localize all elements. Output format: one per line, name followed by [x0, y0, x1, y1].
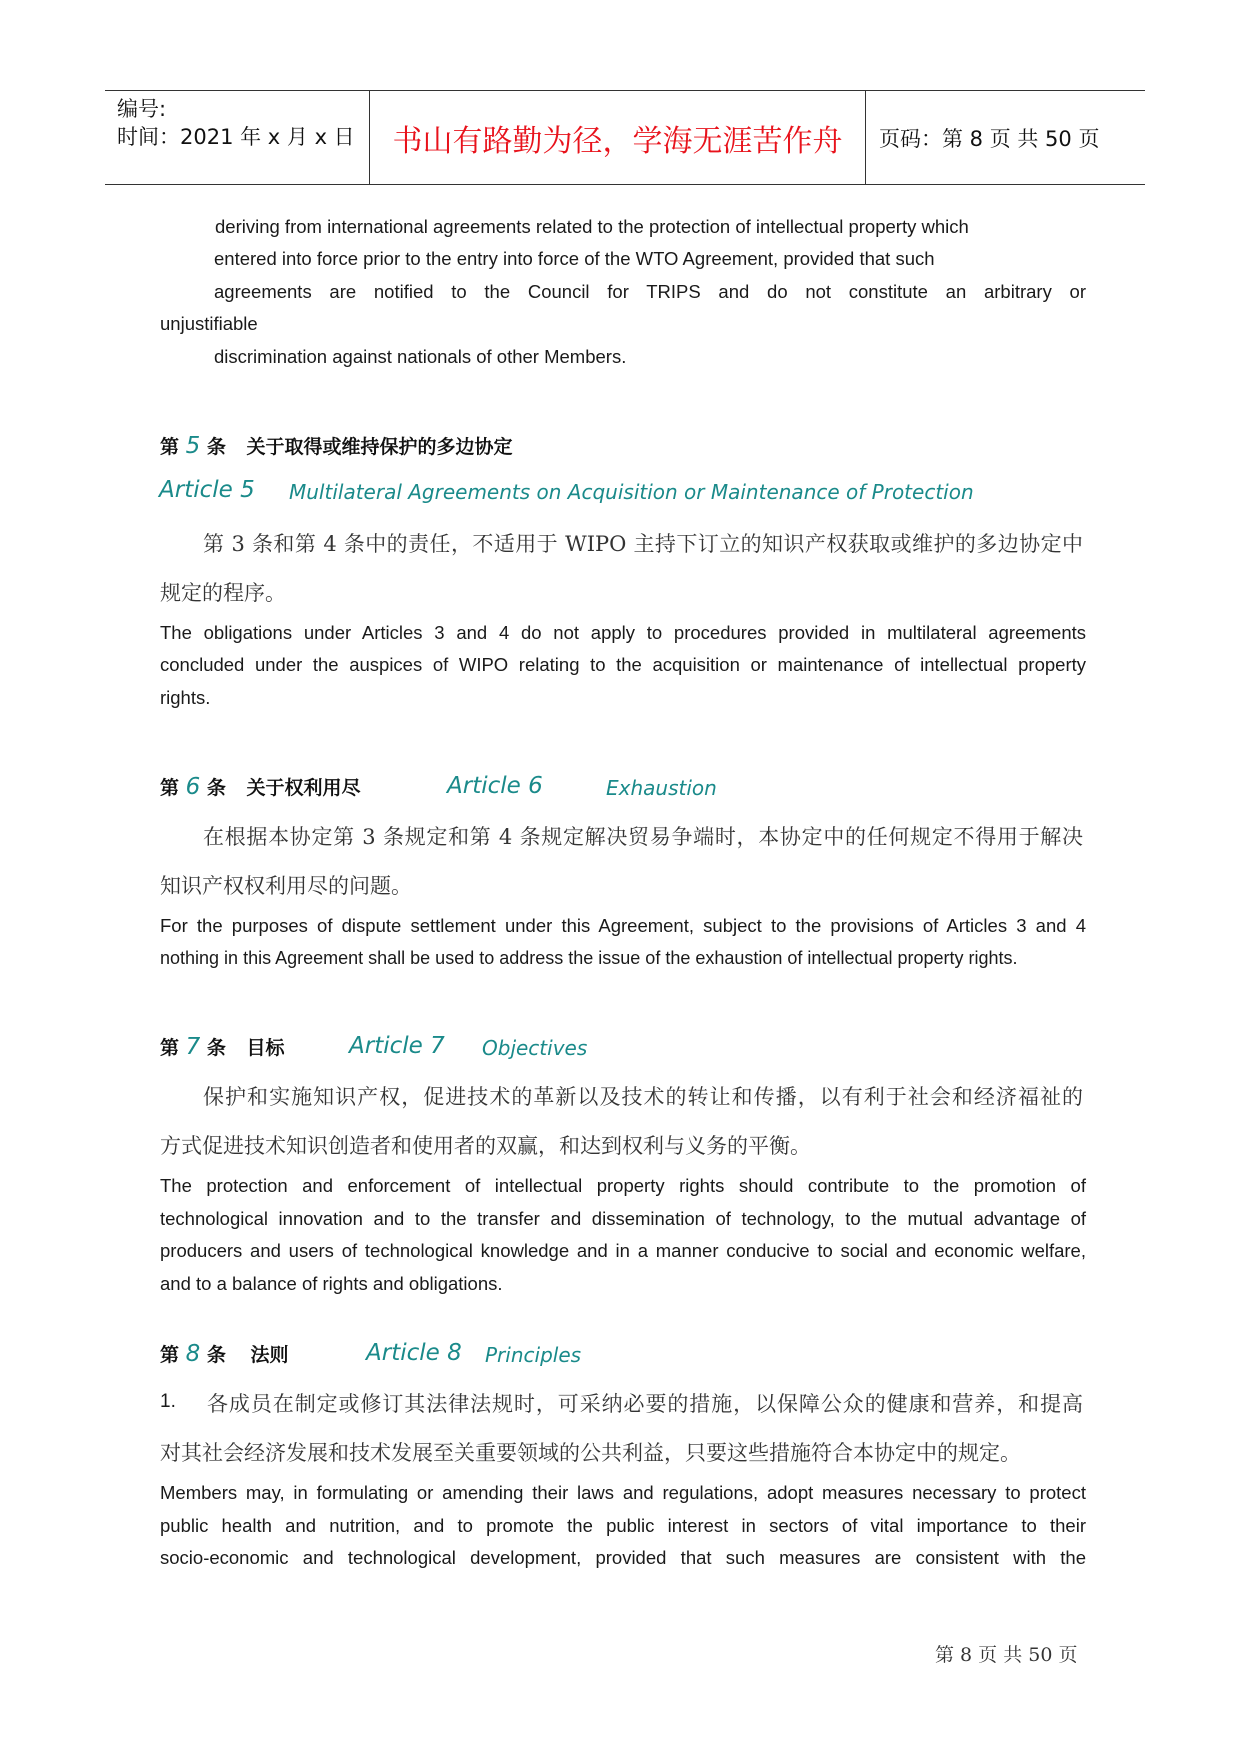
article-prefix: 第: [160, 436, 180, 458]
article-suffix: 条: [206, 436, 226, 458]
article-suffix: 条: [206, 1037, 226, 1059]
intro-line: agreements are notified to the Council for TRIPS and do not constitute an arbitrary or: [214, 281, 1086, 302]
header-motto: 书山有路勤为径，学海无涯苦作舟: [392, 123, 843, 159]
document-date-label: 时间：2021 年 x 月 x 日: [117, 125, 355, 149]
article-5-cn-text: 规定的程序。: [160, 581, 286, 605]
header-page-cell: [867, 91, 1145, 184]
article-5-cn-text: 第 3 条和第 4 条中的责任，不适用于 WIPO 主持下订立的知识产权获取或维护的多边协定中: [203, 532, 1083, 556]
article-6-heading-cn: [160, 773, 361, 800]
article-number: 7: [185, 1034, 201, 1060]
intro-line: deriving from international agreements related to the protection of intellectual property which: [215, 216, 969, 237]
article-prefix: 第: [160, 1037, 180, 1059]
article-7-cn-text: 保护和实施知识产权，促进技术的革新以及技术的转让和传播，以有利于社会和经济福祉的: [203, 1085, 1083, 1109]
intro-line: entered into force prior to the entry into force of the WTO Agreement, provided that such: [214, 248, 935, 269]
header-page-number: 页码：第 8 页 共 50 页: [879, 126, 1100, 151]
article-8-heading-cn: [160, 1340, 289, 1367]
header-motto-cell: [370, 91, 866, 184]
article-5-label-en: Article 5: [159, 477, 255, 503]
article-7-heading-cn: [160, 1033, 285, 1060]
page-header: [105, 90, 1145, 185]
article-7-label-en: Article 7: [349, 1033, 445, 1059]
article-7-en-text: technological innovation and to the transfer and dissemination of technology, to the mutual advantage of: [160, 1208, 1086, 1229]
article-8-en-text: socio-economic and technological development, provided that such measures are consistent with the: [160, 1547, 1086, 1568]
article-8-title-en: Principles: [485, 1343, 582, 1367]
article-8-en-text: public health and nutrition, and to promote the public interest in sectors of vital importance to their: [160, 1515, 1086, 1536]
article-5-heading-cn: [160, 432, 513, 459]
article-5-en-text: The obligations under Articles 3 and 4 do not apply to procedures provided in multilateral agreements: [160, 622, 1086, 643]
article-prefix: 第: [160, 777, 180, 799]
article-7-en-text: producers and users of technological knowledge and in a manner conducive to social and economic welfare,: [160, 1240, 1086, 1261]
header-info-cell: [105, 91, 370, 184]
article-8-item-number: 1.: [160, 1391, 176, 1412]
article-6-en-text: For the purposes of dispute settlement under this Agreement, subject to the provisions of Articles 3 and 4: [160, 915, 1086, 936]
article-7-cn-text: 方式促进技术知识创造者和使用者的双赢，和达到权利与义务的平衡。: [160, 1134, 811, 1158]
article-suffix: 条: [206, 777, 226, 799]
article-8-label-en: Article 8: [366, 1340, 462, 1366]
article-title-cn: 关于权利用尽: [246, 777, 361, 799]
article-6-cn-text: 知识产权权利用尽的问题。: [160, 874, 412, 898]
article-6-cn-text: 在根据本协定第 3 条规定和第 4 条规定解决贸易争端时，本协定中的任何规定不得用于解决: [203, 825, 1083, 849]
article-suffix: 条: [206, 1344, 226, 1366]
article-prefix: 第: [160, 1344, 180, 1366]
article-number: 5: [185, 433, 201, 459]
article-title-cn: 目标: [246, 1037, 285, 1059]
article-8-en-text: Members may, in formulating or amending their laws and regulations, adopt measures necessary to protect: [160, 1482, 1086, 1503]
article-7-en-text: The protection and enforcement of intellectual property rights should contribute to the promotion of: [160, 1175, 1086, 1196]
article-6-label-en: Article 6: [447, 773, 543, 799]
intro-line: unjustifiable: [160, 313, 258, 334]
article-5-en-text: concluded under the auspices of WIPO relating to the acquisition or maintenance of intellectual property: [160, 654, 1086, 675]
article-6-title-en: Exhaustion: [606, 776, 717, 800]
article-7-en-text: and to a balance of rights and obligations.: [160, 1273, 503, 1294]
article-number: 8: [185, 1341, 201, 1367]
article-8-cn-text: 各成员在制定或修订其法律法规时，可采纳必要的措施，以保障公众的健康和营养，和提高: [207, 1392, 1083, 1416]
document-number-label: 编号:: [117, 97, 167, 121]
article-title-cn: 关于取得或维持保护的多边协定: [246, 436, 513, 458]
article-8-cn-text: 对其社会经济发展和技术发展至关重要领域的公共利益，只要这些措施符合本协定中的规定。: [160, 1441, 1021, 1465]
article-title-cn: 法则: [250, 1344, 289, 1366]
footer-page-number: 第 8 页 共 50 页: [935, 1644, 1078, 1666]
article-5-title-en: Multilateral Agreements on Acquisition or Maintenance of Protection: [289, 480, 974, 504]
article-7-title-en: Objectives: [482, 1036, 588, 1060]
article-5-en-text: rights.: [160, 687, 211, 708]
intro-line: discrimination against nationals of other Members.: [214, 346, 627, 367]
article-6-en-text: nothing in this Agreement shall be used to address the issue of the exhaustion of intellectual property rights.: [160, 948, 1018, 968]
article-number: 6: [185, 774, 201, 800]
